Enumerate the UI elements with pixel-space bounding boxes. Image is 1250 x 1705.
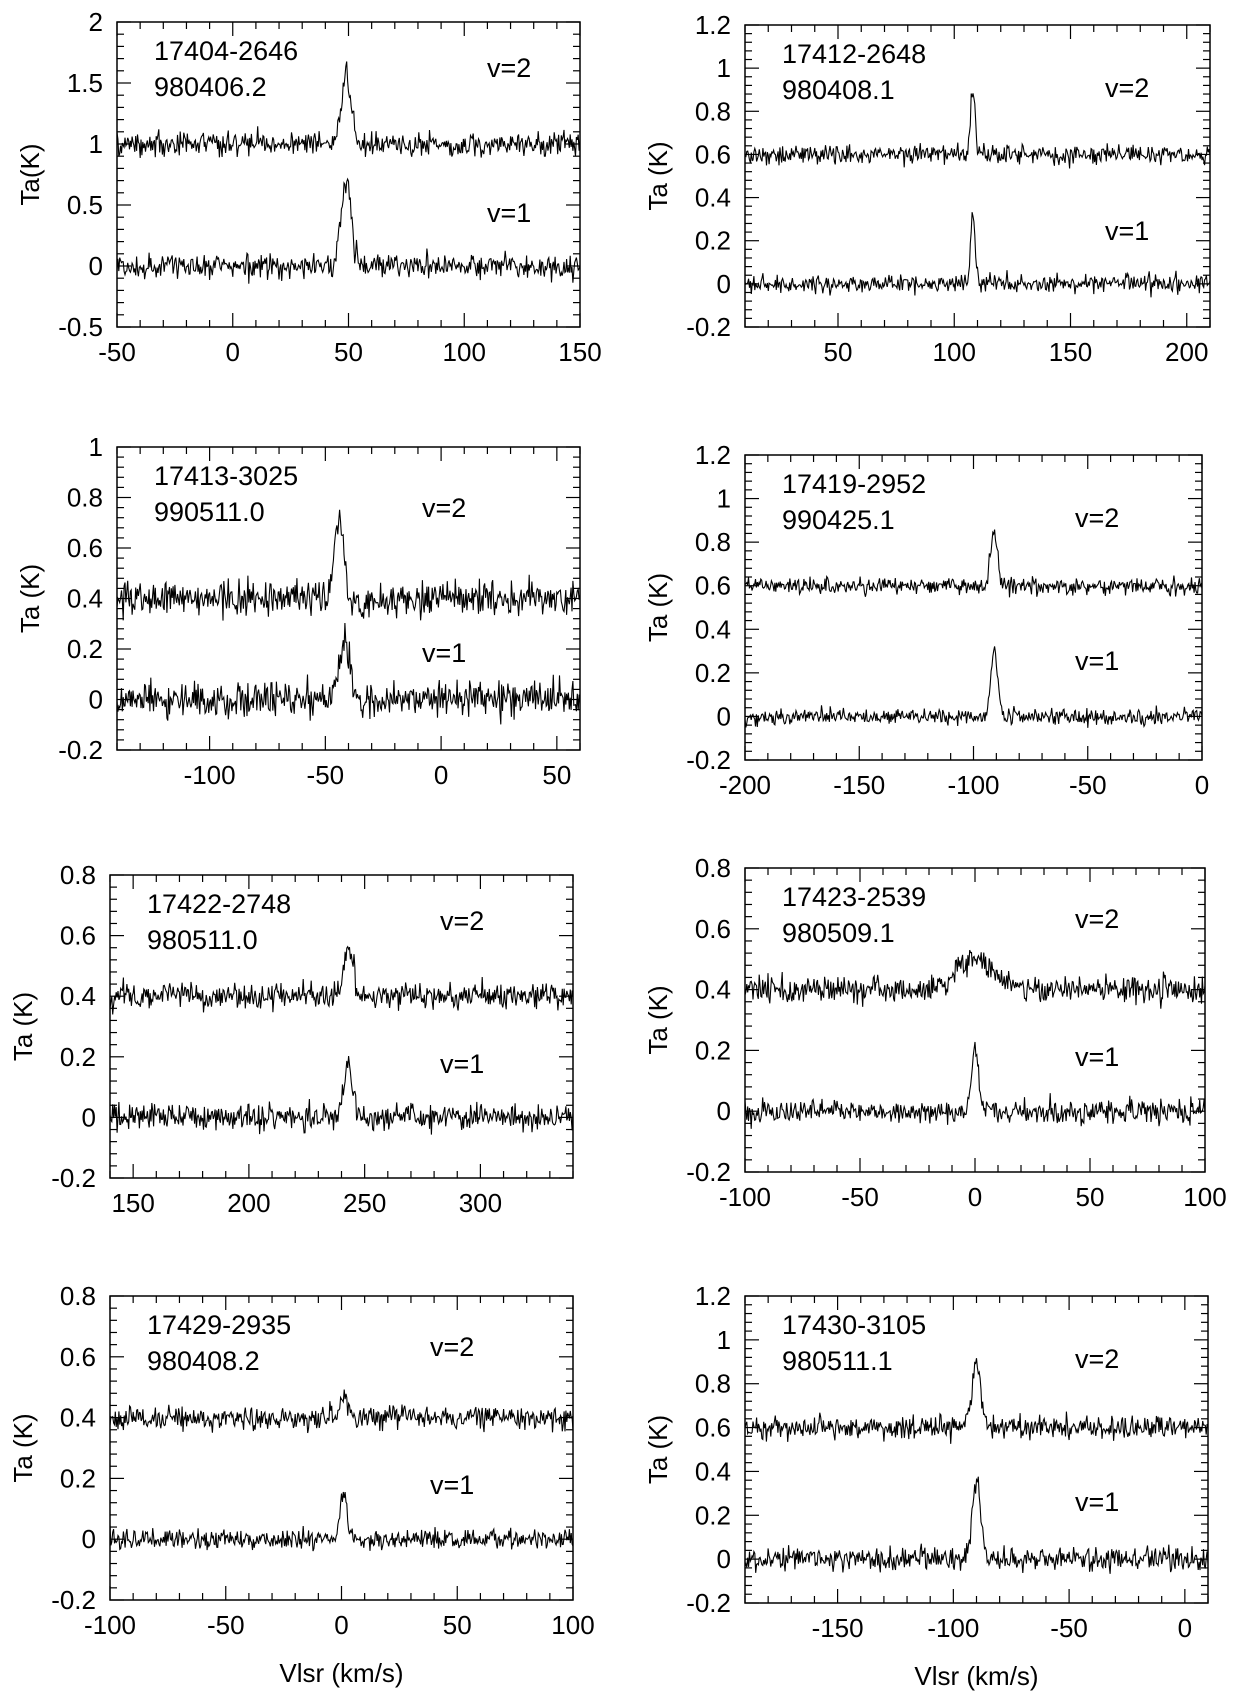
series-label: v=1	[1075, 646, 1120, 676]
y-tick-label: 0	[716, 701, 731, 732]
spectrum-panel	[643, 440, 1209, 800]
y-tick-label: 0.2	[694, 1500, 731, 1531]
x-tick-label: 50	[1075, 1182, 1105, 1212]
y-tick-label: -0.2	[686, 312, 731, 342]
x-tick-label: -50	[1068, 770, 1107, 800]
series-label: v=2	[440, 906, 485, 936]
y-tick-label: 0.6	[59, 920, 96, 951]
y-tick-label: 0.6	[694, 139, 731, 170]
y-tick-label: 0	[716, 1096, 731, 1127]
source-name: 17413-3025	[154, 461, 299, 491]
y-tick-label: -0.2	[686, 1588, 731, 1618]
series-label: v=2	[1075, 904, 1120, 934]
x-tick-label: 100	[442, 337, 486, 367]
x-tick-label: 200	[1165, 337, 1209, 367]
source-name: 17430-3105	[782, 1310, 927, 1340]
x-tick-label: 0	[1177, 1613, 1193, 1643]
x-tick-label: -50	[98, 337, 136, 367]
x-tick-label: -100	[927, 1613, 980, 1643]
y-tick-label: 0.4	[59, 981, 96, 1012]
x-tick-label: -100	[183, 760, 236, 790]
plot-frame	[745, 455, 1202, 760]
x-tick-label: 250	[342, 1188, 387, 1218]
y-axis-label: Ta (K)	[8, 1413, 38, 1483]
y-tick-label: 0.4	[694, 1456, 731, 1487]
observation-date: 980408.2	[147, 1346, 260, 1376]
y-tick-label: 0.8	[694, 527, 731, 558]
y-tick-label: -0.2	[51, 1585, 96, 1615]
x-tick-label: -50	[306, 760, 345, 790]
y-tick-label: 0	[88, 251, 103, 281]
x-tick-label: 50	[442, 1610, 472, 1640]
series-label: v=1	[487, 198, 532, 228]
x-tick-label: -100	[83, 1610, 137, 1640]
plot-frame	[110, 1296, 573, 1600]
y-axis-label: Ta (K)	[8, 991, 38, 1062]
y-tick-label: 0.2	[66, 634, 103, 664]
x-tick-label: -150	[811, 1613, 864, 1643]
x-tick-label: -50	[206, 1610, 245, 1640]
spectrum-panel	[643, 853, 1227, 1212]
y-tick-label: 0	[81, 1102, 96, 1133]
y-tick-label: 0.6	[694, 1412, 731, 1443]
series-label: v=2	[487, 53, 532, 83]
source-name: 17419-2952	[782, 469, 927, 499]
spectrum-line-v2	[745, 950, 1205, 1009]
y-tick-label: 1	[716, 1324, 731, 1355]
series-label: v=1	[440, 1049, 485, 1079]
observation-date: 980406.2	[154, 72, 267, 102]
x-axis-label: Vlsr (km/s)	[914, 1661, 1039, 1691]
y-tick-label: 2	[88, 7, 103, 37]
y-tick-label: 0	[716, 268, 731, 299]
y-tick-label: 0.8	[59, 1281, 96, 1311]
series-label: v=2	[1105, 73, 1150, 103]
x-tick-label: -50	[841, 1182, 879, 1212]
y-tick-label: 0.2	[59, 1463, 96, 1494]
x-tick-label: -200	[718, 770, 772, 800]
y-tick-label: 0.2	[59, 1041, 96, 1072]
y-tick-label: 1.2	[694, 440, 731, 470]
x-tick-label: 150	[558, 337, 602, 367]
y-tick-label: 0.4	[694, 182, 731, 213]
x-tick-label: 300	[458, 1188, 503, 1218]
y-tick-label: 0.8	[694, 1368, 731, 1399]
x-tick-label: 0	[1194, 770, 1210, 800]
plot-frame	[745, 868, 1205, 1172]
x-tick-label: 200	[227, 1188, 271, 1218]
y-tick-label: 0.8	[694, 853, 731, 883]
spectrum-line-v1	[745, 1042, 1205, 1129]
y-axis-label: Ta (K)	[643, 985, 673, 1055]
y-tick-label: 0.2	[694, 657, 731, 688]
y-tick-label: 0.8	[66, 482, 103, 513]
y-tick-label: -0.5	[58, 312, 103, 342]
observation-date: 990425.1	[782, 505, 895, 535]
series-label: v=1	[1105, 216, 1150, 246]
spectrum-panel	[643, 1281, 1208, 1691]
y-tick-label: 0.8	[694, 96, 731, 127]
y-tick-label: 0	[88, 684, 103, 715]
y-tick-label: -0.2	[686, 745, 731, 775]
x-tick-label: 50	[334, 337, 363, 367]
x-tick-label: 50	[542, 760, 572, 790]
y-tick-label: 0.6	[694, 570, 731, 601]
series-label: v=2	[1075, 1344, 1120, 1374]
observation-date: 980511.1	[782, 1346, 893, 1376]
y-axis-label: Ta (K)	[643, 141, 673, 211]
x-axis-label: Vlsr (km/s)	[279, 1658, 404, 1688]
y-tick-label: 0	[81, 1524, 96, 1555]
x-tick-label: 150	[111, 1188, 155, 1218]
spectrum-panel	[8, 860, 573, 1218]
source-name: 17429-2935	[147, 1310, 292, 1340]
x-tick-label: 100	[551, 1610, 595, 1640]
source-name: 17404-2646	[154, 36, 299, 66]
observation-date: 990511.0	[154, 497, 265, 527]
x-tick-label: -100	[947, 770, 1000, 800]
spectrum-line-v2	[745, 530, 1202, 598]
y-tick-label: 0.2	[694, 225, 731, 256]
x-tick-label: 0	[967, 1182, 983, 1212]
spectrum-line-v1	[745, 1477, 1208, 1574]
x-tick-label: 150	[1048, 337, 1093, 367]
series-label: v=2	[1075, 503, 1120, 533]
y-tick-label: 0.8	[59, 860, 96, 890]
spectrum-line-v1	[110, 1492, 573, 1551]
y-axis-label: Ta (K)	[15, 563, 45, 634]
y-tick-label: 1	[88, 129, 103, 159]
series-label: v=1	[422, 638, 467, 668]
x-tick-label: 50	[823, 337, 853, 367]
spectrum-panel	[15, 7, 602, 367]
spectrum-line-v1	[110, 1056, 573, 1135]
y-tick-label: -0.2	[51, 1163, 96, 1193]
series-label: v=1	[430, 1470, 475, 1500]
series-label: v=2	[430, 1332, 475, 1362]
x-tick-label: 0	[334, 1610, 349, 1640]
source-name: 17423-2539	[782, 882, 927, 912]
y-tick-label: 0.4	[66, 583, 103, 614]
x-tick-label: 100	[932, 337, 976, 367]
series-label: v=2	[422, 493, 467, 523]
source-name: 17422-2748	[147, 889, 292, 919]
source-name: 17412-2648	[782, 39, 927, 69]
plot-frame	[110, 875, 573, 1178]
spectrum-line-v1	[117, 623, 580, 724]
series-label: v=1	[1075, 1042, 1120, 1072]
y-axis-label: Ta(K)	[15, 143, 45, 206]
spectrum-line-v2	[110, 1390, 573, 1433]
y-tick-label: 0.6	[66, 533, 103, 563]
spectrum-line-v1	[745, 646, 1202, 727]
y-tick-label: 1	[88, 432, 103, 462]
y-axis-label: Ta (K)	[643, 1414, 673, 1485]
x-tick-label: -150	[833, 770, 886, 800]
y-tick-label: 0.4	[59, 1402, 96, 1433]
y-tick-label: 0.5	[66, 190, 103, 220]
y-tick-label: 0.2	[694, 1035, 731, 1066]
y-axis-label: Ta (K)	[643, 572, 673, 643]
observation-date: 980408.1	[782, 75, 895, 105]
y-tick-label: 0.6	[59, 1341, 96, 1372]
spectrum-panel	[8, 1281, 595, 1688]
x-tick-label: 0	[433, 760, 449, 790]
y-tick-label: 1	[716, 483, 731, 514]
spectrum-panel	[643, 10, 1210, 367]
y-tick-label: -0.2	[686, 1157, 731, 1187]
y-tick-label: 0.6	[694, 913, 731, 944]
y-tick-label: 0.4	[694, 614, 731, 645]
x-tick-label: -50	[1050, 1613, 1088, 1643]
y-tick-label: 1	[716, 53, 731, 84]
observation-date: 980511.0	[147, 925, 258, 955]
x-tick-label: 100	[1183, 1182, 1227, 1212]
x-tick-label: 0	[225, 337, 240, 367]
y-tick-label: 1.2	[694, 10, 731, 40]
spectrum-line-v1	[117, 179, 580, 284]
y-tick-label: 0	[716, 1544, 731, 1575]
y-tick-label: 1.5	[66, 68, 103, 98]
series-label: v=1	[1075, 1487, 1120, 1517]
y-tick-label: -0.2	[58, 735, 103, 765]
x-tick-label: -100	[718, 1182, 772, 1212]
spectrum-line-v2	[110, 947, 573, 1015]
observation-date: 980509.1	[782, 918, 895, 948]
spectrum-panel	[15, 432, 580, 790]
y-tick-label: 0.4	[694, 974, 731, 1005]
y-tick-label: 1.2	[694, 1281, 731, 1311]
